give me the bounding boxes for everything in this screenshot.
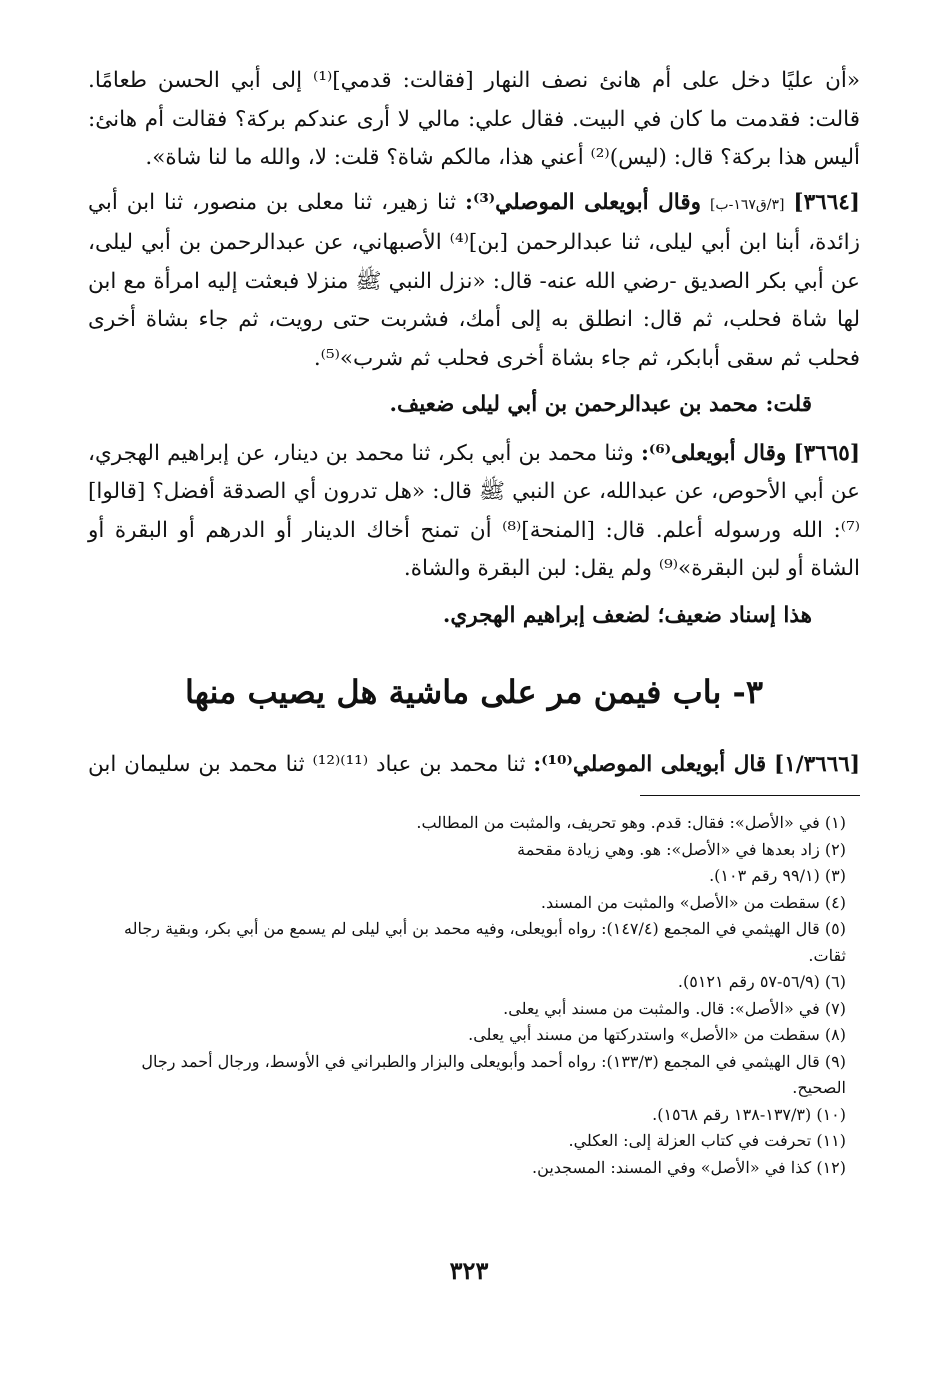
footnote: (٢) زاد بعدها في «الأصل»: هو. وهي زيادة مقحمة	[517, 839, 846, 859]
footnote: (٦) (٥٦/٩-٥٧ رقم ٥١٢١).	[677, 972, 846, 991]
narrator-intro: قال أبويعلى الموصلي⁽¹⁰⁾:	[533, 751, 767, 777]
hadith-number: [٣٦٦٥]	[793, 440, 861, 466]
hadith-text: ثنا محمد بن عباد ⁽¹¹⁾⁽¹²⁾ ثنا محمد بن سليمان ابن	[88, 751, 526, 777]
footnote: (١٢) كذا في «الأصل» وفي المسند: المسجدين.	[532, 1157, 846, 1177]
footnote: (٤) سقطت من «الأصل» والمثبت من المسند.	[540, 892, 846, 912]
paragraph-1: «أن عليًا دخل على أم هانئ نصف النهار [فقالت: قدمي]⁽¹⁾ إلى أبي الحسن طعامًا. قالت: فقدمت ما كان في البيت. فقال علي: مالي لا أرى عندكم بركة؟ فقالت أم هانئ: أليس هذا بركة؟ قال: (ليس)⁽²⁾ أعني هذا، مالكم شاة؟ قلت: لا، والله ما لنا شاة».	[88, 68, 860, 170]
footnote-divider	[640, 795, 860, 796]
footnote: (٥) قال الهيثمي في المجمع (١٤٧/٤): رواه أبويعلى، وفيه محمد بن أبي ليلى لم يسمع من أبي بكر، وبقية رجاله ثقات.	[124, 919, 846, 965]
hadith-number: [٣٦٦٤]	[793, 189, 860, 215]
hadith-number: [١/٣٦٦٦]	[774, 751, 860, 777]
footnote: (١) في «الأصل»: فقال: قدم. وهو تحريف، والمثبت من المطالب.	[416, 813, 846, 832]
paragraph-3664	[88, 184, 860, 379]
hadith-text: وثنا محمد بن أبي بكر، ثنا محمد بن دينار، عن إبراهيم الهجري، عن أبي الأحوص، عن عبدالله، عن النبي ﷺ قال: «هل تدرون أي الصدقة أفضل؟ [قالوا]⁽⁷⁾: الله ورسوله أعلم. قال: [المنحة]⁽⁸⁾ أن تمنح أخاك الدينار أو الدرهم أو البقرة أو الشاة أو لبن البقرة»⁽⁹⁾ ولم يقل: لبن البقرة والشاة.	[88, 440, 860, 581]
grading-comment: قلت: محمد بن عبدالرحمن بن أبي ليلى ضعيف.	[389, 392, 812, 417]
page-number: ٣٢٣	[449, 1256, 489, 1285]
footnote: (٩) قال الهيثمي في المجمع (١٣٣/٣): رواه أحمد وأبويعلى والبزار والطبراني في الأوسط، ورجال أحمد رجال الصحيح.	[141, 1051, 846, 1097]
footnotes	[88, 810, 860, 1181]
hadith-text: ثنا زهير، ثنا معلى بن منصور، ثنا ابن أبي زائدة، أبنا ابن أبي ليلى، ثنا عبدالرحمن [بن]⁽⁴⁾ الأصبهاني، عن عبدالرحمن بن أبي ليلى، عن أبي بكر الصديق -رضي الله عنه- قال: «نزل النبي ﷺ منزلا فبعثت إليه امرأة مع ابن لها شاة فحلب، ثم قال: انطلق به إلى أمك، فشربت حتى رويت، ثم جاء بشاة أخرى فحلب ثم سقى أبابكر، ثم جاء بشاة أخرى فحلب ثم شرب»⁽⁵⁾.	[88, 189, 860, 371]
grading-comment: هذا إسناد ضعيف؛ لضعف إبراهيم الهجري.	[442, 602, 812, 628]
chapter-heading: ٣- باب فيمن مر على ماشية هل يصيب منها	[185, 673, 763, 711]
main-text	[88, 62, 860, 635]
narrator-intro: وقال أبويعلى⁽⁶⁾:	[640, 440, 787, 466]
footnote: (٨) سقطت من «الأصل» واستدركتها من مسند أبي يعلى.	[468, 1025, 846, 1044]
paragraph-3666	[88, 746, 860, 785]
narrator-intro: وقال أبويعلى الموصلي⁽³⁾:	[465, 189, 701, 215]
manuscript-ref: [٣/ق١٦٧-ب]	[709, 196, 785, 213]
footnote: (١١) تحرفت في كتاب العزلة إلى: العكلي.	[568, 1131, 846, 1150]
paragraph-3665	[88, 435, 860, 589]
footnote: (١٠) (١٣٧/٣-١٣٨ رقم ١٥٦٨).	[652, 1104, 846, 1124]
footnote: (٣) (٩٩/١ رقم ١٠٣).	[709, 866, 846, 885]
footnote: (٧) في «الأصل»: قال. والمثبت من مسند أبي يعلى.	[503, 998, 846, 1018]
